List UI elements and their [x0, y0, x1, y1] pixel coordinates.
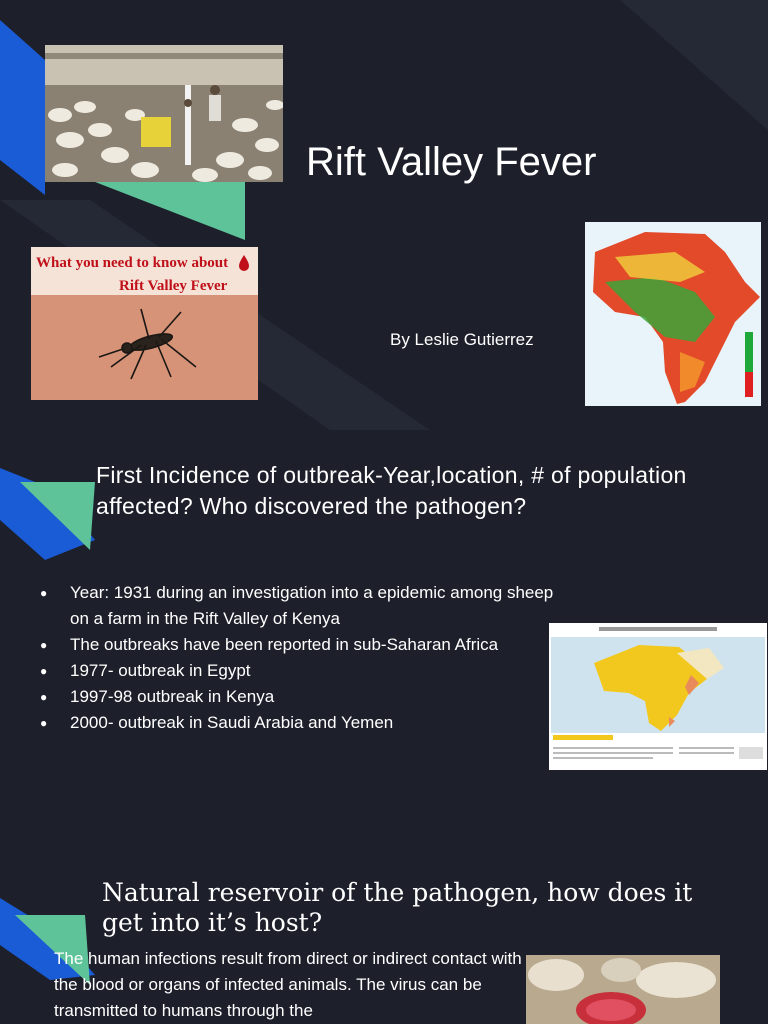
author-byline: By Leslie Gutierrez — [390, 330, 534, 349]
sheep-organs-photo — [526, 955, 720, 1024]
bullet-item: ● 1997-98 outbreak in Kenya — [40, 684, 560, 710]
blue-accent-top — [0, 20, 45, 195]
bullet-item: ● 2000- outbreak in Saudi Arabia and Yemen — [40, 710, 560, 736]
bullet-item: ● Year: 1931 during an investigation into a epidemic among sheep on a farm in the Rift Valley of Kenya — [40, 580, 560, 632]
outbreak-bullet-list — [40, 580, 560, 736]
section2-question: Natural reservoir of the pathogen, how does it get into it’s host? — [102, 878, 693, 937]
bullet-item: ● 1977- outbreak in Egypt — [40, 658, 560, 684]
page-title: Rift Valley Fever — [306, 140, 597, 184]
section2-body-text: The human infections result from direct or indirect contact with the blood or organs of infected animals. The virus can be transmitted to humans through the — [54, 949, 522, 1020]
banner-title-line2: Rift Valley Fever — [119, 278, 228, 294]
mosquito-banner-image — [31, 247, 258, 400]
sheep-farm-photo — [45, 45, 283, 182]
africa-risk-map — [585, 222, 761, 406]
bg-corner-band — [620, 0, 768, 130]
banner-title-line1: What you need to know about — [36, 255, 229, 271]
section1-question: First Incidence of outbreak-Year,location, # of population affected? Who discovered the pathogen? — [96, 462, 687, 519]
bullet-item: ● The outbreaks have been reported in sub-Saharan Africa — [40, 632, 560, 658]
distribution-map-image — [549, 623, 767, 770]
